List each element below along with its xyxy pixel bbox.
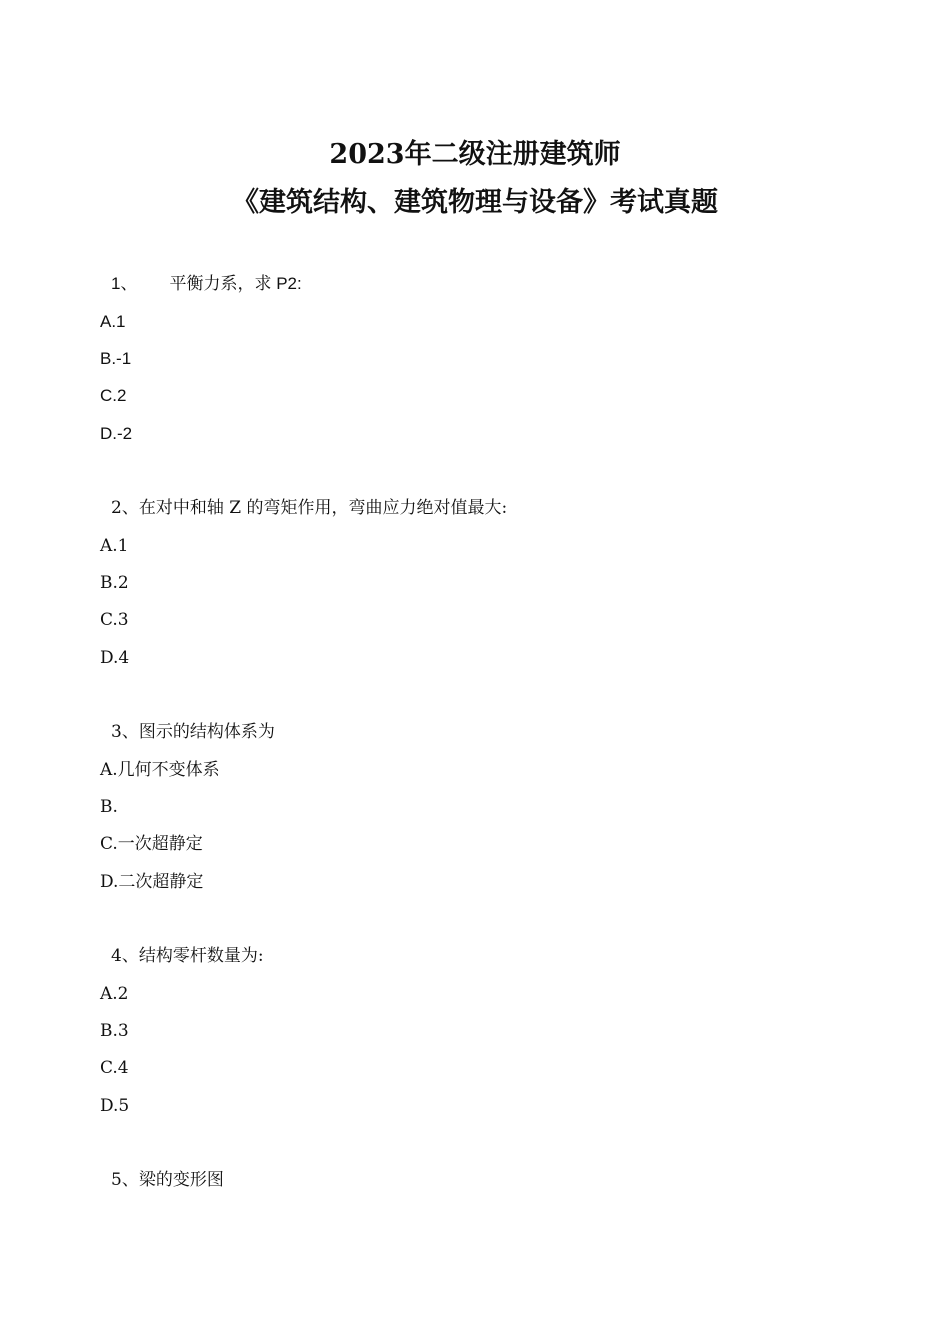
question-3-option-b: B. [100, 797, 118, 817]
question-1-option-a: A.1 [100, 312, 126, 331]
question-3-option-a: A.几何不变体系 [100, 760, 220, 780]
question-1-text: 平衡力系，求 P2: [169, 274, 302, 293]
document-title-line2: 《建筑结构、建筑物理与设备》考试真题 [232, 187, 718, 218]
question-1-option-b: B.-1 [100, 349, 132, 368]
question-2-text: 在对中和轴 Z 的弯矩作用，弯曲应力绝对值最大: [138, 498, 508, 518]
question-2 [111, 497, 507, 519]
question-4-option-c: C.4 [100, 1058, 129, 1078]
question-2-option-b: B.2 [100, 573, 129, 593]
question-2-option-d: D.4 [100, 648, 130, 668]
question-5-number: 5、 [111, 1170, 139, 1190]
question-2-option-c: C.3 [100, 610, 129, 630]
question-3 [111, 721, 275, 743]
question-2-option-a: A.1 [100, 536, 129, 556]
question-3-option-d: D.二次超静定 [100, 872, 204, 892]
question-1 [111, 273, 302, 295]
question-4-text: 结构零杆数量为: [138, 946, 264, 966]
question-4 [111, 945, 264, 967]
question-4-number: 4、 [111, 946, 139, 966]
question-3-text: 图示的结构体系为 [138, 722, 275, 742]
question-2-number: 2、 [111, 498, 139, 518]
question-3-option-c: C.一次超静定 [100, 834, 203, 854]
question-3-number: 3、 [111, 722, 139, 742]
document-title-line1: 2023年二级注册建筑师 [329, 139, 621, 170]
question-4-option-d: D.5 [100, 1096, 130, 1116]
question-1-option-c: C.2 [100, 386, 127, 405]
question-4-option-a: A.2 [100, 984, 129, 1004]
question-4-option-b: B.3 [100, 1021, 129, 1041]
question-1-option-d: D.-2 [100, 424, 133, 443]
question-1-number: 1、 [111, 274, 138, 293]
question-5-text: 梁的变形图 [138, 1170, 224, 1190]
question-5 [111, 1169, 224, 1191]
